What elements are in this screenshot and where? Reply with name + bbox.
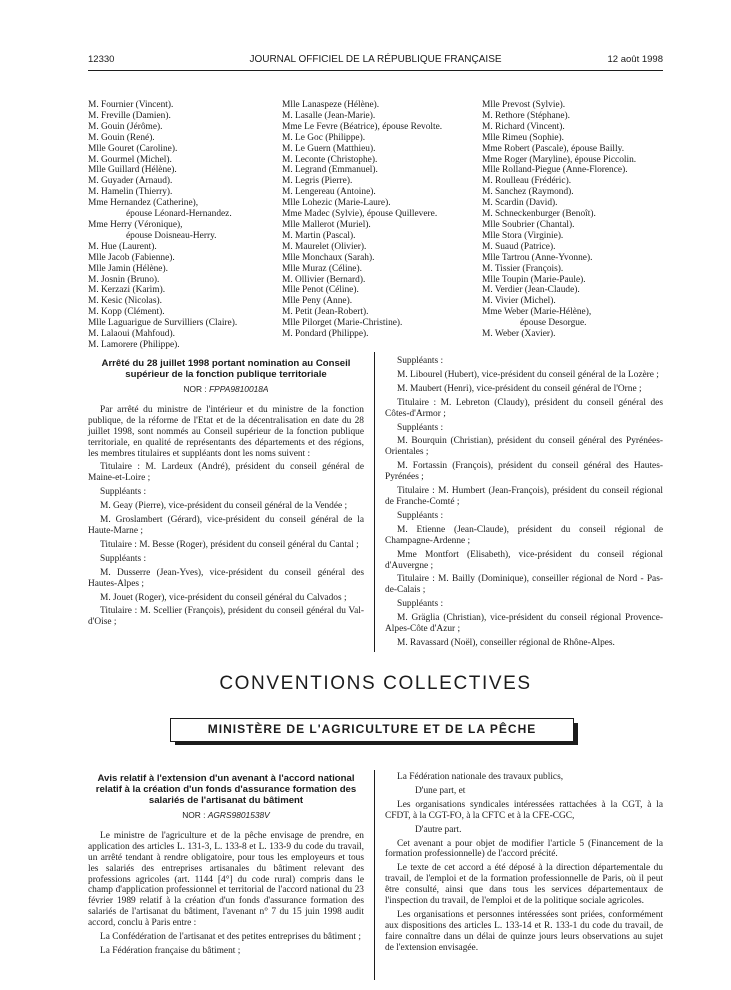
arrete-paragraph: M. Fortassin (François), président du conseil général des Hautes-Pyrénées ; <box>385 461 663 483</box>
name-entry: M. Verdier (Jean-Claude). <box>482 285 580 296</box>
name-entry: M. Gouin (Jérôme). <box>88 121 163 132</box>
arrete-paragraph: M. Etienne (Jean-Claude), président du conseil régional de Champagne-Ardenne ; <box>385 524 663 546</box>
name-entry: M. Lasalle (Jean-Marie). <box>282 110 376 121</box>
name-entry: M. Legris (Pierre). <box>282 176 353 187</box>
header-rule <box>88 70 663 71</box>
name-entry: Mlle Rolland-Piegue (Anne-Florence). <box>482 165 628 176</box>
arrete-title: Arrêté du 28 juillet 1998 portant nomination au Conseil supérieur de la fonction publique territoriale <box>101 358 351 380</box>
nor-code: FPPA9810018A <box>209 384 269 394</box>
avis-paragraph: Le ministre de l'agriculture et de la pêche envisage de prendre, en application des articles L. 131-3, L. 133-8 et L. 133-9 du code du travail, un arrêté tendant à rendre obligatoire, pour tous les employeurs et tous les salariés des entreprises artisanales du bâtiment relevant des professions agricoles (art. 1144 [4°] du code rural) compris dans le champ d'application professionnel et territorial de l'accord national du 23 février 1989 relatif à la création d'un fonds d'assurance formation des salariés de l'artisanat du bâtiment, l'avenant n° 7 du 15 juin 1998 audit accord, conclu à Paris entre : <box>88 830 364 929</box>
name-entry: Mlle Guillard (Hélène). <box>88 165 177 176</box>
avis-paragraph: Les organisations et personnes intéressées sont priées, conformément aux dispositions des articles L. 133-14 et R. 133-1 du code du travail, de faire connaître dans un délai de quinze jours leurs observations au sujet de l'extension envisagée. <box>385 909 663 953</box>
avis-paragraph: D'une part, et <box>415 785 466 796</box>
name-entry: M. Lamorere (Philippe). <box>88 339 180 350</box>
name-entry: M. Schneckenburger (Benoît). <box>482 209 596 220</box>
nor-label: NOR : <box>183 384 207 394</box>
avis-paragraph: La Confédération de l'artisanat et des petites entreprises du bâtiment ; <box>100 932 361 943</box>
name-entry: M. Tissier (François). <box>482 263 564 274</box>
names-column-3 <box>482 100 664 340</box>
name-entry: Mme Weber (Marie-Hélène), <box>482 307 592 318</box>
name-entry: M. Kopp (Clément). <box>88 307 165 318</box>
arrete-paragraph: Suppléants : <box>100 553 147 564</box>
arrete-paragraph: M. Jouet (Roger), vice-président du conseil général du Calvados ; <box>100 592 347 603</box>
name-entry-continued: épouse Desorgue. <box>520 318 587 329</box>
name-entry: M. Kerzazi (Karim). <box>88 285 166 296</box>
name-entry: M. Lalaoui (Mahfoud). <box>88 329 175 340</box>
arrete-paragraph: Suppléants : <box>397 422 444 433</box>
arrete-paragraph: Titulaire : M. Besse (Roger), président du conseil général du Cantal ; <box>100 539 359 550</box>
arrete-paragraph: M. Dusserre (Jean-Yves), vice-président du conseil général des Hautes-Alpes ; <box>88 567 364 589</box>
page-number: 12330 <box>88 54 115 65</box>
name-entry: Mlle Gouret (Caroline). <box>88 143 178 154</box>
section-title: CONVENTIONS COLLECTIVES <box>219 673 532 694</box>
page-header <box>88 54 663 68</box>
name-entry: M. Lengereau (Antoine). <box>282 187 376 198</box>
name-entry: M. Petit (Jean-Robert). <box>282 307 369 318</box>
name-entry: M. Ollivier (Bernard). <box>282 274 366 285</box>
name-entry: Mme Hernandez (Catherine), <box>88 198 199 209</box>
name-entry-continued: épouse Léonard-Hernandez. <box>126 209 232 220</box>
name-entry: Mlle Stora (Virginie). <box>482 230 564 241</box>
arrete-nor <box>88 384 364 395</box>
arrete-paragraph: Titulaire : M. Humbert (Jean-François), président du conseil régional de Franche-Comté ; <box>385 486 663 507</box>
name-entry: M. Leconte (Christophe). <box>282 154 378 165</box>
arrete-paragraph: M. Bourquin (Christian), président du conseil général des Pyrénées-Orientales ; <box>385 436 663 458</box>
name-entry: M. Fournier (Vincent). <box>88 100 174 110</box>
name-entry: M. Kesic (Nicolas). <box>88 296 162 307</box>
nor-label: NOR : <box>182 810 206 820</box>
arrete-paragraph: M. Geay (Pierre), vice-président du conseil général de la Vendée ; <box>100 501 348 512</box>
name-entry: M. Richard (Vincent). <box>482 121 565 132</box>
avis-paragraph: Le texte de cet accord a été déposé à la direction départementale du travail, de l'emploi et de la formation professionnelle de Paris, où il peut être consulté, ainsi que dans tous les services départementaux de l'inspection du travail, de l'emploi et de la politique sociale agricoles. <box>385 863 663 907</box>
name-entry: M. Sanchez (Raymond). <box>482 187 574 198</box>
arrete-paragraph: Titulaire : M. Lebreton (Claudy), président du conseil général des Côtes-d'Armor ; <box>385 397 663 419</box>
name-entry: M. Weber (Xavier). <box>482 329 556 340</box>
avis-left-column <box>88 773 364 960</box>
name-entry: Mlle Prevost (Sylvie). <box>482 100 566 110</box>
name-entry: Mlle Mallerot (Muriel). <box>282 219 371 230</box>
name-entry: M. Rethore (Stéphane). <box>482 110 570 121</box>
ministry-banner <box>170 718 578 746</box>
name-entry: Mme Robert (Pascale), épouse Bailly. <box>482 143 625 154</box>
arrete-paragraph: Suppléants : <box>397 599 444 610</box>
name-entry: M. Le Guern (Matthieu). <box>282 143 376 154</box>
name-entry: Mlle Pilorget (Marie-Christine). <box>282 318 403 329</box>
names-column-2 <box>282 100 477 340</box>
name-entry: Mme Herry (Véronique), <box>88 219 183 230</box>
name-entry: M. Legrand (Emmanuel). <box>282 165 378 176</box>
name-entry: M. Scardin (David). <box>482 198 558 209</box>
name-entry: Mlle Muraz (Céline). <box>282 263 362 274</box>
arrete-paragraph: Titulaire : M. Lardeux (André), président du conseil général de Maine-et-Loire ; <box>88 462 364 484</box>
column-divider <box>374 352 375 652</box>
arrete-paragraph: Par arrêté du ministre de l'intérieur et du ministre de la fonction publique, de la réforme de l'Etat et de la décentralisation en date du 28 juillet 1998, sont nommés au Conseil supérieur de la fonction publique territoriale, en qualité de représentants des départements et des régions, les membres titulaires et suppléants dont les noms suivent : <box>88 404 364 459</box>
name-entry-continued: épouse Doisneau-Herry. <box>126 230 217 241</box>
nor-code: AGRS9801538V <box>207 810 270 820</box>
avis-nor <box>88 810 364 821</box>
name-entry: Mlle Penot (Céline). <box>282 285 359 296</box>
arrete-paragraph: M. Ravassard (Noël), conseiller régional de Rhône-Alpes. <box>397 637 615 648</box>
arrete-paragraph: Mme Montfort (Elisabeth), vice-président du conseil régional d'Auvergne ; <box>385 549 663 571</box>
arrete-paragraph: M. Gräglia (Christian), vice-président du conseil régional Provence-Alpes-Côte d'Azur ; <box>385 613 663 635</box>
arrete-paragraph: Titulaire : M. Bailly (Dominique), conseiller régional de Nord - Pas-de-Calais ; <box>385 574 663 596</box>
name-entry: M. Martin (Pascal). <box>282 230 356 241</box>
name-entry: M. Hamelin (Thierry). <box>88 187 173 198</box>
journal-title: JOURNAL OFFICIEL DE LA RÉPUBLIQUE FRANÇAISE <box>249 54 502 65</box>
arrete-paragraph: M. Libourel (Hubert), vice-président du conseil général de la Lozère ; <box>397 369 659 380</box>
name-entry: M. Freville (Damien). <box>88 110 171 121</box>
name-entry: M. Gouin (René). <box>88 132 155 143</box>
name-entry: M. Gourmel (Michel). <box>88 154 172 165</box>
name-entry: M. Hue (Laurent). <box>88 241 157 252</box>
name-entry: M. Le Goc (Philippe). <box>282 132 366 143</box>
name-entry: Mme Madec (Sylvie), épouse Quillevere. <box>282 209 438 220</box>
ministry-title: MINISTÈRE DE L'AGRICULTURE ET DE LA PÊCHE <box>207 722 537 736</box>
avis-title: Avis relatif à l'extension d'un avenant à l'accord national relatif à la création d'un fonds d'assurance formation des salariés de l'artisanat du bâtiment <box>95 773 357 806</box>
name-entry: Mlle Lanaspeze (Hélène). <box>282 100 380 110</box>
avis-paragraph: D'autre part. <box>415 824 462 835</box>
avis-paragraph: Les organisations syndicales intéressées rattachées à la CGT, à la CFDT, à la CGT-FO, à la CFTC et à la CFE-CGC, <box>385 799 663 821</box>
arrete-left-column <box>88 358 364 631</box>
name-entry: Mme Le Fevre (Béatrice), épouse Revolte. <box>282 121 443 132</box>
avis-paragraph: Cet avenant a pour objet de modifier l'article 5 (Financement de la formation professionnelle) de l'accord précité. <box>385 838 663 860</box>
names-column-1 <box>88 100 278 351</box>
name-entry: Mlle Jamin (Hélène). <box>88 263 168 274</box>
name-entry: Mlle Peny (Anne). <box>282 296 353 307</box>
arrete-paragraph: Titulaire : M. Scellier (François), président du conseil général du Val-d'Oise ; <box>88 606 364 628</box>
name-entry: M. Vivier (Michel). <box>482 296 556 307</box>
column-divider <box>374 770 375 980</box>
name-entry: Mlle Jacob (Fabienne). <box>88 252 175 263</box>
name-entry: M. Suaud (Patrice). <box>482 241 556 252</box>
name-entry: Mlle Soubrier (Chantal). <box>482 219 575 230</box>
arrete-paragraph: Suppléants : <box>100 487 147 498</box>
name-entry: Mlle Rimeu (Sophie). <box>482 132 565 143</box>
name-entry: Mme Roger (Maryline), épouse Piccolin. <box>482 154 637 165</box>
issue-date: 12 août 1998 <box>607 54 663 65</box>
name-entry: Mlle Toupin (Marie-Paule). <box>482 274 586 285</box>
arrete-paragraph: Suppléants : <box>397 510 444 521</box>
name-entry: Mlle Monchaux (Sarah). <box>282 252 375 263</box>
arrete-paragraph: M. Maubert (Henri), vice-président du conseil général de l'Orne ; <box>397 383 642 394</box>
avis-paragraph: La Fédération française du bâtiment ; <box>100 945 241 956</box>
name-entry: M. Pondard (Philippe). <box>282 329 369 340</box>
name-entry: M. Guyader (Arnaud). <box>88 176 173 187</box>
name-entry: M. Maurelet (Olivier). <box>282 241 367 252</box>
arrete-right-column <box>385 356 663 652</box>
name-entry: Mlle Laguarigue de Survilliers (Claire). <box>88 318 238 329</box>
avis-right-column <box>385 772 663 957</box>
name-entry: M. Josnin (Bruno). <box>88 274 160 285</box>
arrete-paragraph: Suppléants : <box>397 356 444 366</box>
name-entry: Mlle Tartrou (Anne-Yvonne). <box>482 252 593 263</box>
avis-paragraph: La Fédération nationale des travaux publics, <box>397 772 564 782</box>
name-entry: Mlle Lohezic (Marie-Laure). <box>282 198 391 209</box>
name-entry: M. Roulleau (Frédéric). <box>482 176 572 187</box>
arrete-paragraph: M. Groslambert (Gérard), vice-président du conseil général de la Haute-Marne ; <box>88 515 364 536</box>
